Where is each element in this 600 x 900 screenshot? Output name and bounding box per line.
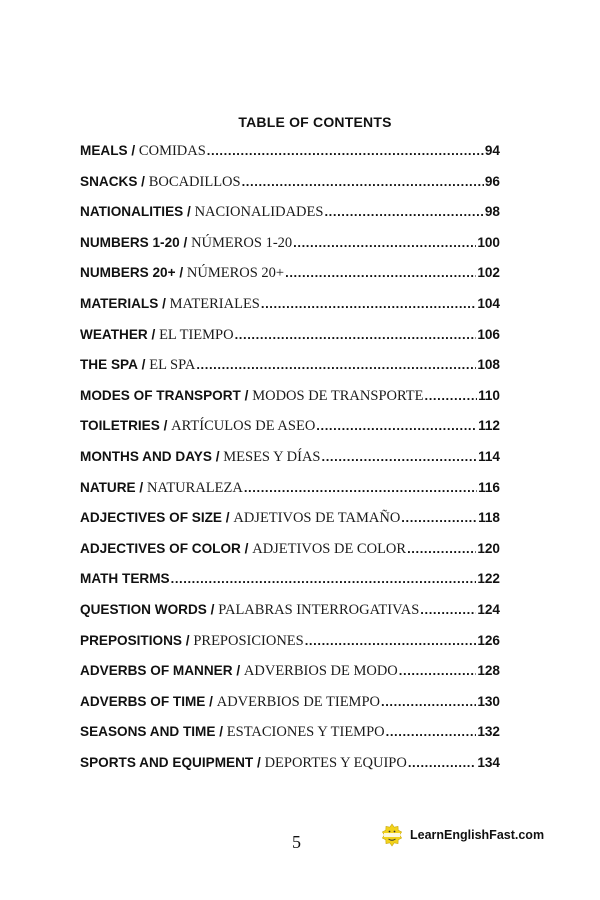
toc-entry-page-number: 112 (478, 418, 500, 434)
toc-entry-english-title: NUMBERS 1-20 (80, 234, 180, 250)
toc-entry-spanish-title: DEPORTES Y EQUIPO (264, 754, 407, 771)
smiley-badge-icon (380, 823, 404, 847)
toc-entry-spanish-title: MESES Y DÍAS (223, 448, 321, 465)
toc-entry-separator: / (211, 448, 224, 464)
toc-entry-leader-dots (293, 235, 476, 250)
toc-entry-page-number: 126 (477, 632, 500, 648)
toc-entry-leader-dots (196, 357, 476, 372)
toc-entry[interactable] (80, 541, 500, 572)
toc-entry-spanish-title: ADJETIVOS DE TAMAÑO (233, 510, 401, 527)
toc-entry-page-number: 132 (477, 724, 500, 740)
toc-entry-spanish-title: NATURALEZA (146, 479, 243, 496)
toc-entry[interactable] (80, 357, 500, 388)
toc-entry[interactable] (80, 265, 500, 296)
toc-entry-spanish-title: ADJETIVOS DE COLOR (252, 540, 407, 557)
toc-entry-english-title: ADVERBS OF TIME (80, 693, 206, 709)
toc-entry-english-title: PREPOSITIONS (80, 632, 182, 648)
toc-entry-english-title: MATERIALS (80, 295, 159, 311)
toc-entry-separator: / (179, 234, 192, 250)
toc-entry-leader-dots (235, 327, 477, 342)
toc-entry-english-title: MODES OF TRANSPORT (80, 387, 241, 403)
toc-entry-spanish-title: NÚMEROS 20+ (186, 265, 285, 282)
toc-entry-leader-dots (321, 449, 477, 464)
toc-entry-spanish-title: NACIONALIDADES (194, 204, 324, 221)
toc-entry-leader-dots (420, 602, 476, 617)
toc-entry-english-title: SEASONS AND TIME (80, 724, 216, 740)
toc-entry-leader-dots (305, 633, 477, 648)
toc-entry-separator: / (147, 326, 160, 342)
toc-entry-page-number: 108 (477, 357, 500, 373)
toc-entry[interactable] (80, 480, 500, 511)
toc-entry-english-title: THE SPA (80, 357, 138, 373)
toc-entry[interactable] (80, 602, 500, 633)
toc-entry-english-title: NATURE (80, 479, 136, 495)
toc-entry[interactable] (80, 235, 500, 266)
toc-entry-english-title: QUESTION WORDS (80, 601, 207, 617)
page-number: 5 (292, 832, 301, 852)
toc-entry-leader-dots (242, 174, 484, 189)
toc-entry-page-number: 102 (477, 265, 500, 281)
toc-entry-page-number: 120 (477, 540, 500, 556)
toc-entry-spanish-title: MODOS DE TRANSPORTE (252, 387, 424, 404)
table-of-contents (80, 143, 500, 785)
toc-entry-leader-dots (244, 480, 477, 495)
toc-entry-spanish-title: MATERIALES (169, 295, 260, 312)
toc-entry-page-number: 106 (477, 326, 500, 342)
toc-entry-english-title: ADJECTIVES OF COLOR (80, 540, 241, 556)
toc-entry-spanish-title: ADVERBIOS DE TIEMPO (216, 693, 380, 710)
toc-entry-leader-dots (407, 541, 476, 556)
toc-entry-separator: / (137, 173, 149, 189)
toc-entry-page-number: 122 (477, 571, 500, 587)
toc-entry-leader-dots (324, 204, 483, 219)
toc-entry[interactable] (80, 571, 500, 602)
toc-entry-english-title: NUMBERS 20+ (80, 265, 176, 281)
toc-entry-english-title: MONTHS AND DAYS (80, 448, 212, 464)
toc-entry-leader-dots (171, 571, 477, 586)
toc-entry-page-number: 134 (477, 754, 500, 770)
toc-entry[interactable] (80, 694, 500, 725)
toc-entry-spanish-title: ARTÍCULOS DE ASEO (171, 418, 316, 435)
toc-entry-separator: / (183, 204, 195, 220)
toc-entry-separator: / (181, 632, 194, 648)
toc-entry[interactable] (80, 449, 500, 480)
toc-entry-separator: / (253, 754, 265, 770)
toc-entry[interactable] (80, 724, 500, 755)
toc-entry-leader-dots (381, 694, 476, 709)
toc-entry-spanish-title: ADVERBIOS DE MODO (243, 663, 398, 680)
toc-entry-spanish-title: PALABRAS INTERROGATIVAS (218, 601, 420, 618)
toc-entry-leader-dots (401, 510, 477, 525)
brand-footer[interactable] (380, 823, 544, 847)
toc-entry-english-title: TOILETRIES (80, 418, 160, 434)
toc-entry-page-number: 96 (484, 173, 500, 189)
toc-entry-leader-dots (399, 663, 477, 678)
toc-entry-separator: / (175, 265, 187, 281)
toc-entry-separator: / (206, 601, 219, 617)
toc-entry[interactable] (80, 327, 500, 358)
page-title: TABLE OF CONTENTS (238, 114, 392, 130)
toc-entry-page-number: 130 (477, 693, 500, 709)
toc-entry-page-number: 128 (477, 663, 500, 679)
toc-entry-english-title: MEALS (80, 143, 128, 158)
toc-entry[interactable] (80, 755, 500, 786)
toc-entry-separator: / (158, 295, 170, 311)
toc-entry[interactable] (80, 174, 500, 205)
toc-entry-spanish-title: BOCADILLOS (148, 173, 241, 190)
toc-entry-leader-dots (207, 143, 484, 158)
toc-entry-page-number: 118 (478, 510, 500, 526)
toc-entry-separator: / (137, 357, 150, 373)
toc-entry-spanish-title: ESTACIONES Y TIEMPO (226, 724, 385, 741)
toc-entry[interactable] (80, 388, 500, 419)
toc-entry-spanish-title: EL TIEMPO (159, 326, 234, 343)
toc-entry-page-number: 116 (478, 479, 500, 495)
toc-entry-leader-dots (425, 388, 478, 403)
toc-entry-separator: / (240, 540, 253, 556)
toc-entry-spanish-title: COMIDAS (138, 143, 206, 159)
toc-entry-separator: / (127, 143, 139, 158)
toc-entry-english-title: SPORTS AND EQUIPMENT (80, 754, 254, 770)
toc-entry-leader-dots (386, 724, 477, 739)
toc-entry[interactable] (80, 418, 500, 449)
toc-entry-page-number: 110 (478, 387, 500, 403)
toc-entry-separator: / (240, 387, 253, 403)
toc-entry-leader-dots (285, 265, 476, 280)
toc-entry-page-number: 100 (477, 234, 500, 250)
toc-entry[interactable] (80, 143, 500, 174)
toc-entry-leader-dots (261, 296, 476, 311)
toc-entry[interactable] (80, 633, 500, 664)
toc-entry-english-title: MATH TERMS (80, 571, 170, 587)
toc-entry-separator: / (135, 479, 147, 495)
toc-entry-english-title: NATIONALITIES (80, 204, 184, 220)
toc-entry-separator: / (205, 693, 217, 709)
toc-entry[interactable] (80, 204, 500, 235)
toc-entry-spanish-title: NÚMEROS 1-20 (191, 234, 293, 251)
toc-entry-leader-dots (408, 755, 476, 770)
toc-entry-spanish-title: EL SPA (149, 357, 196, 374)
toc-entry-page-number: 94 (484, 143, 500, 158)
toc-entry-separator: / (232, 663, 244, 679)
toc-entry-english-title: SNACKS (80, 173, 138, 189)
toc-entry-english-title: ADJECTIVES OF SIZE (80, 510, 223, 526)
toc-entry-page-number: 104 (477, 295, 500, 311)
toc-entry[interactable] (80, 510, 500, 541)
toc-entry-english-title: WEATHER (80, 326, 148, 342)
toc-entry[interactable] (80, 296, 500, 327)
toc-entry-separator: / (159, 418, 172, 434)
toc-entry-leader-dots (316, 418, 477, 433)
toc-entry[interactable] (80, 663, 500, 694)
toc-entry-spanish-title: PREPOSICIONES (193, 632, 304, 649)
toc-entry-separator: / (222, 510, 234, 526)
toc-entry-page-number: 98 (484, 204, 500, 220)
toc-entry-separator: / (215, 724, 227, 740)
brand-name: LearnEnglishFast.com (410, 828, 545, 842)
toc-entry-page-number: 124 (477, 601, 500, 617)
toc-entry-page-number: 114 (478, 448, 500, 464)
toc-entry-english-title: ADVERBS OF MANNER (80, 663, 233, 679)
